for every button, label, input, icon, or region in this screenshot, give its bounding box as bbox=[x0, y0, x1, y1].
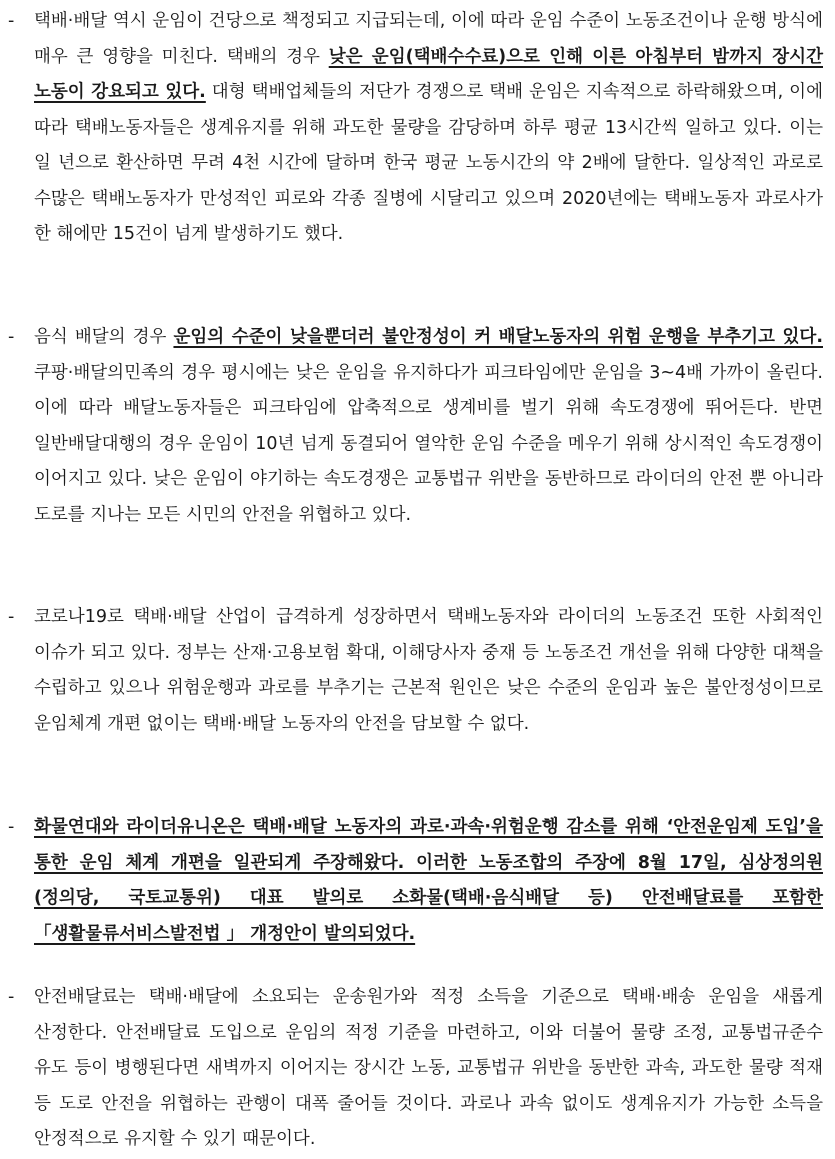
paragraph-text-lead: 택배·배달 역시 운임이 건당으로 책정되고 지급되는데, 이에 따라 운임 수준이 노동조건이나 운행 방식에 매우 큰 영향을 미친다. 택배의 경우 bbox=[34, 11, 823, 67]
paragraph-text-emphasized: 화물연대와 라이더유니온은 택배·배달 노동자의 과로·과속·위험운행 감소를 위해 ‘안전운임제 도입’을 통한 운임 체계 개편을 일관되게 주장해왔다. 이러한 노동조합의 주장에 8월 17일, 심상정의원(정의당, 국토교통위) 대표 발의로 소화물(택배·음식배달 등) 안전배달료를 포함한 「생활물류서비스발전법 」 개정안이 발의되었다. bbox=[34, 817, 823, 944]
paragraph-text-lead: 음식 배달의 경우 bbox=[34, 327, 174, 347]
paragraph-text: 코로나19로 택배·배달 산업이 급격하게 성장하면서 택배노동자와 라이더의 노동조건 또한 사회적인 이슈가 되고 있다. 정부는 산재·고용보험 확대, 이해당사자 중재 등 노동조건 개선을 위해 다양한 대책을 수립하고 있으나 위험운행과 과로를 부추기는 근본적 원인은 낮은 수준의 운임과 높은 불안정성이므로 운임체계 개편 없이는 택배·배달 노동자의 안전을 담보할 수 없다. bbox=[34, 607, 823, 734]
emphasis-underlined-text: 운임의 수준이 낮을뿐더러 불안정성이 커 배달노동자의 위험 운행을 부추기고 있다. bbox=[173, 327, 823, 347]
emphasis-underlined-text: 낮은 운임(택배수수료)으로 인해 이른 아침부터 밤까지 장시간 노동이 강요되고 있다. bbox=[34, 46, 823, 102]
paragraph-parcel-delivery-wages bbox=[8, 4, 823, 253]
bullet-dash: - bbox=[8, 817, 15, 837]
bullet-dash: - bbox=[8, 11, 15, 31]
paragraph-text bbox=[8, 4, 823, 253]
paragraph-union-safe-rate-proposal bbox=[8, 810, 823, 952]
bullet-dash: - bbox=[8, 987, 15, 1007]
paragraph-text-rest: 쿠팡·배달의민족의 경우 평시에는 낮은 운임을 유지하다가 피크타임에만 운임을 3~4배 가까이 올린다. 이에 따라 배달노동자들은 피크타임에 압축적으로 생계비를 벌기 위해 속도경쟁에 뛰어든다. 반면 일반배달대행의 경우 운임이 10년 넘게 동결되어 열악한 운임 수준을 메우기 위해 상시적인 속도경쟁이 이어지고 있다. 낮은 운임이 야기하는 속도경쟁은 교통법규 위반을 동반하므로 라이더의 안전 뿐 아니라 도로를 지나는 모든 시민의 안전을 위협하고 있다. bbox=[34, 362, 823, 525]
paragraph-covid-industry-growth bbox=[8, 600, 823, 742]
paragraph-text: 안전배달료는 택배·배달에 소요되는 운송원가와 적정 소득을 기준으로 택배·배송 운임을 새롭게 산정한다. 안전배달료 도입으로 운임의 적정 기준을 마련하고, 이와 더불어 물량 조정, 교통법규준수 유도 등이 병행된다면 새벽까지 이어지는 장시간 노동, 교통법규 위반을 동반한 과속, 과도한 물량 적재 등 도로 안전을 위협하는 관행이 대폭 줄어들 것이다. 과로나 과속 없이도 생계유지가 가능한 소득을 안정적으로 유지할 수 있기 때문이다. bbox=[34, 987, 823, 1149]
paragraph-text-rest: 대형 택배업체들의 저단가 경쟁으로 택배 운임은 지속적으로 하락해왔으며, 이에 따라 택배노동자들은 생계유지를 위해 과도한 물량을 감당하며 하루 평균 13시간씩 일하고 있다. 이는 일 년으로 환산하면 무려 4천 시간에 달하며 한국 평균 노동시간의 약 2배에 달한다. 일상적인 과로로 수많은 택배노동자가 만성적인 피로와 각종 질병에 시달리고 있으며 2020년에는 택배노동자 과로사가 한 해에만 15건이 넘게 발생하기도 했다. bbox=[34, 82, 823, 244]
paragraph-safe-delivery-fee-effects bbox=[8, 980, 823, 1158]
bullet-dash: - bbox=[8, 327, 15, 347]
bullet-dash: - bbox=[8, 607, 15, 627]
paragraph-text bbox=[8, 320, 823, 533]
paragraph-food-delivery-wages bbox=[8, 320, 823, 533]
